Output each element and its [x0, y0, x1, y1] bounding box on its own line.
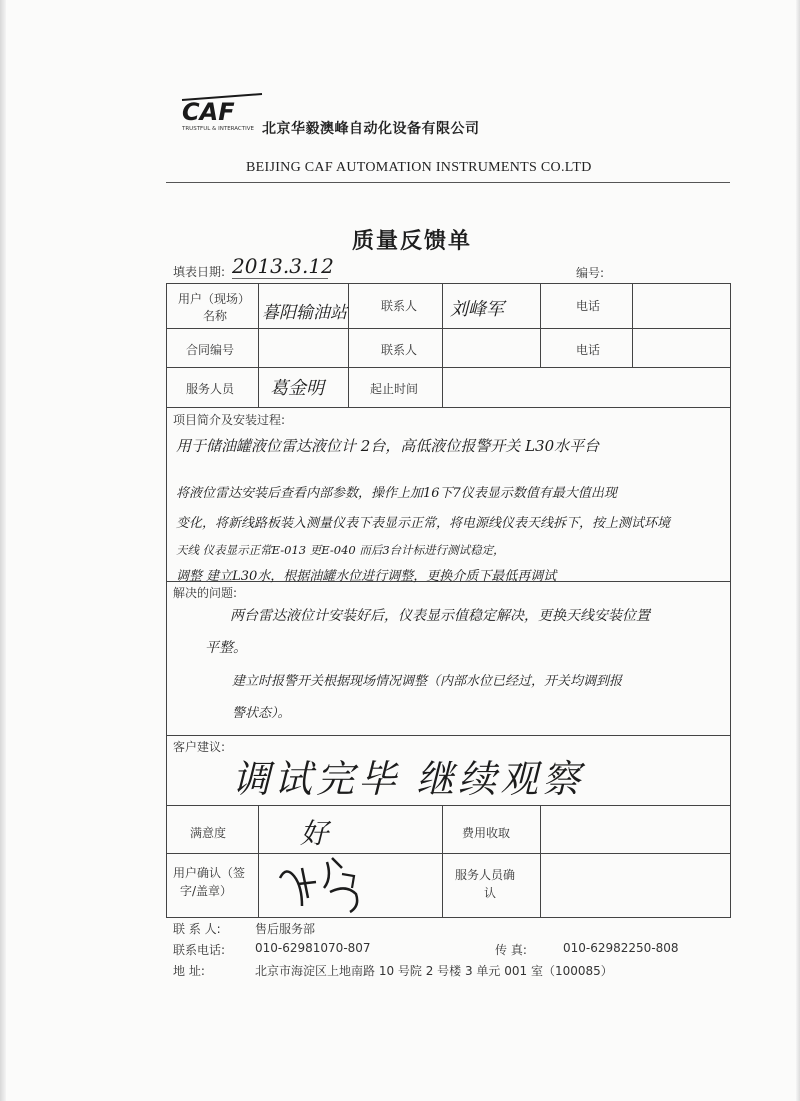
staff-confirm-label-2: 认: [484, 886, 497, 900]
phone-label: 电话: [576, 299, 601, 313]
col-line-a: [258, 283, 259, 407]
logo-tagline: TRUSTFUL & INTERACTIVE: [182, 126, 254, 132]
solve-line-1: 两台雷达液位计安装好后，仪表显示值稳定解决，更换天线安装位置: [230, 608, 650, 624]
project-line-2: 将液位雷达安装后查看内部参数，操作上加16下7仪表显示数值有最大值出现: [176, 486, 617, 501]
project-line-1: 用于储油罐液位雷达液位计 2台，高低液位报警开关 L30水平台: [176, 437, 600, 455]
solve-line-3: 建立时报警开关根据现场情况调整（内部水位已经过，开关均调到报: [232, 674, 623, 689]
row-line-2: [166, 367, 731, 368]
project-line-5: 调整 建立L30水，根据油罐水位进行调整，更换介质下最低再调试: [176, 569, 557, 584]
contact-label: 联系人: [381, 299, 418, 313]
period-label: 起止时间: [370, 382, 419, 396]
company-name-en: BEIJING CAF AUTOMATION INSTRUMENTS CO.LTD: [246, 160, 592, 175]
table-border-bottom: [166, 917, 731, 918]
suggestion-label: 客户建议:: [173, 740, 226, 754]
row-line-7: [166, 853, 731, 854]
user-label-2: 名称: [203, 309, 228, 323]
row-line-1: [166, 328, 731, 329]
table-border-top: [166, 283, 731, 284]
fee-label: 费用收取: [462, 826, 511, 840]
phone2-label: 电话: [576, 343, 601, 357]
footer-tel-value: 010-62981070-807: [255, 941, 371, 955]
company-name-cn: 北京华毅澳峰自动化设备有限公司: [262, 121, 480, 137]
scan-edge-left: [0, 0, 6, 1101]
footer-contact-value: 售后服务部: [255, 922, 316, 936]
solve-line-2: 平整。: [205, 640, 247, 656]
footer-address-value: 北京市海淀区上地南路 10 号院 2 号楼 3 单元 001 室（100085）: [255, 964, 613, 978]
date-label: 填表日期:: [173, 265, 226, 279]
feedback-table: [166, 283, 731, 918]
contract-label: 合同编号: [186, 343, 235, 357]
col-line-f: [258, 805, 259, 917]
date-underline: [232, 278, 328, 279]
row-line-3: [166, 407, 731, 408]
logo-text: CAF: [182, 98, 235, 126]
solve-line-4: 警状态）。: [232, 706, 291, 721]
project-line-4: 天线 仪表显示正常E-013 更E-040 而后3台计标进行测试稳定，: [176, 543, 505, 557]
form-title: 质量反馈单: [352, 229, 473, 254]
project-label: 项目简介及安装过程:: [173, 413, 286, 427]
user-signature: [272, 848, 372, 918]
contact-value: 刘峰军: [450, 299, 504, 320]
caf-logo: [178, 92, 264, 134]
col-line-h: [540, 805, 541, 917]
user-value: 暮阳输油站: [262, 303, 347, 323]
scan-edge-right: [796, 0, 800, 1101]
user-label-1: 用户（现场）: [178, 292, 251, 306]
service-value: 葛金明: [270, 378, 324, 399]
service-label: 服务人员: [186, 382, 235, 396]
footer-address-label: 地 址:: [173, 964, 205, 978]
satisfaction-value: 好: [300, 817, 329, 850]
project-line-3: 变化，将新线路板装入测量仪表下表显示正常，将电源线仪表天线拆下，按上测试环境: [176, 516, 671, 531]
suggestion-value: 调试完毕 继续观察: [232, 757, 585, 801]
staff-confirm-label-1: 服务人员确: [455, 868, 516, 882]
footer-fax-label: 传 真:: [495, 943, 527, 957]
footer-fax-value: 010-62982250-808: [563, 941, 679, 955]
col-line-e: [632, 283, 633, 367]
footer-tel-label: 联系电话:: [173, 943, 226, 957]
solve-label: 解决的问题:: [173, 586, 238, 600]
header-divider: [166, 182, 730, 183]
col-line-b: [348, 283, 349, 407]
confirm-label-1: 用户确认（签: [173, 866, 246, 880]
row-line-6: [166, 805, 731, 806]
date-value: 2013.3.12: [232, 254, 334, 278]
row-line-5: [166, 735, 731, 736]
table-border-right: [730, 283, 731, 918]
col-line-g: [442, 805, 443, 917]
footer-contact-label: 联 系 人:: [173, 922, 221, 936]
col-line-c: [442, 283, 443, 407]
contact2-label: 联系人: [381, 343, 418, 357]
confirm-label-2: 字/盖章）: [180, 884, 233, 898]
col-line-d: [540, 283, 541, 367]
number-label: 编号:: [576, 266, 605, 280]
satisfaction-label: 满意度: [190, 826, 227, 840]
table-border-left: [166, 283, 167, 918]
